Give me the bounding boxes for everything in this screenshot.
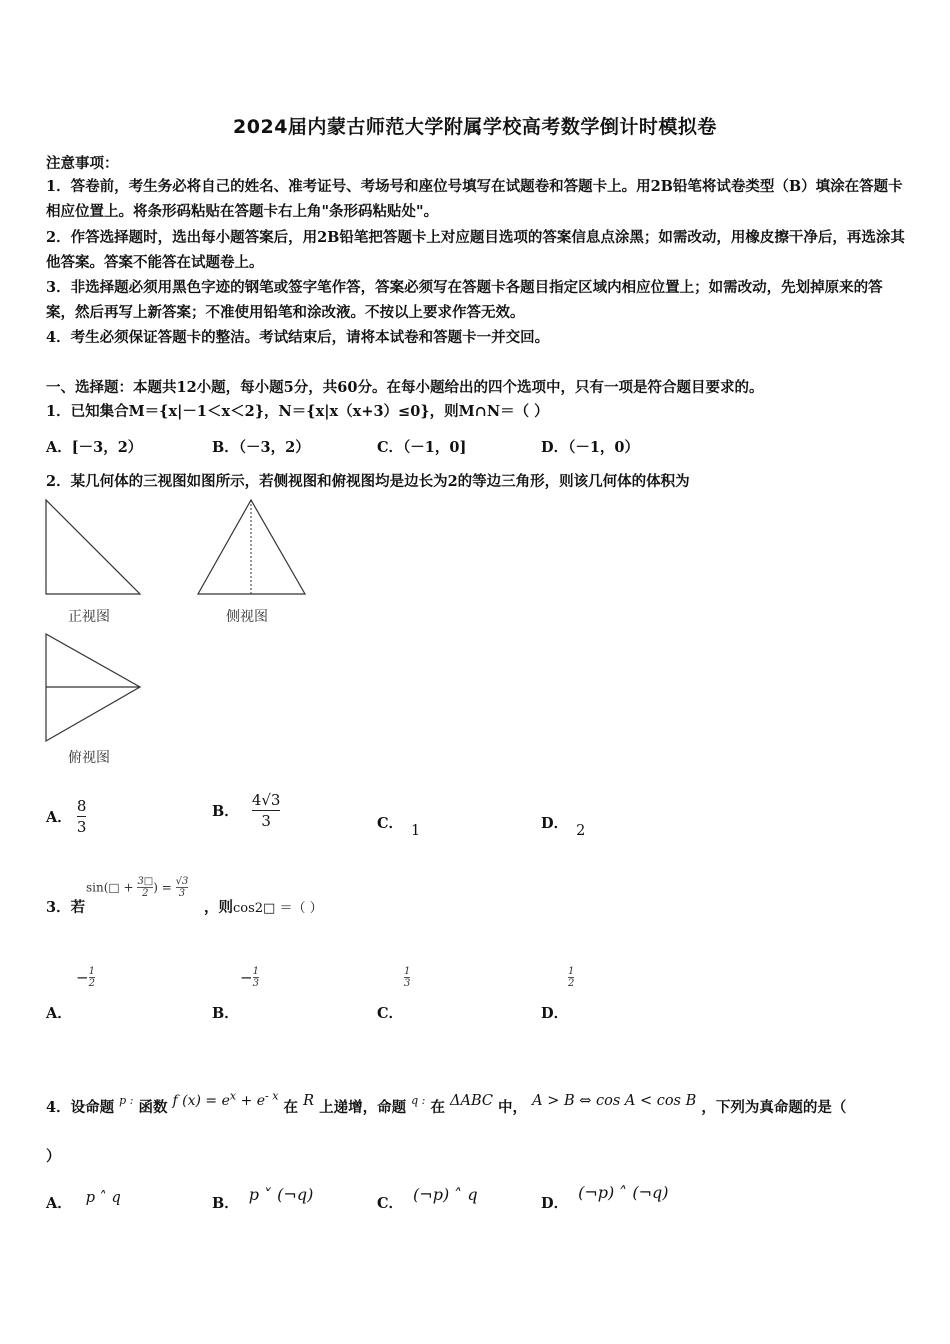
q3-option-b: B．: [212, 1005, 239, 1022]
q1-option-a: A．[－3，2）: [46, 439, 143, 456]
q2-option-b-fraction: $\frac{4√3}{3}$: [251, 791, 281, 830]
section-heading: 一、选择题：本题共12小题，每小题5分，共60分。在每小题给出的四个选项中，只有一项是符合题目要求的。: [46, 379, 764, 396]
side-view-figure: [196, 498, 308, 598]
question-3-mid: ，则cos2□ ＝（ ）: [204, 899, 323, 916]
q1-option-b: B．（－3，2）: [212, 439, 310, 456]
q3-option-c-value: $\frac{1}{3}$: [404, 966, 411, 989]
q1-option-d: D．（－1，0）: [541, 439, 640, 456]
question-4-close: ）: [46, 1148, 61, 1165]
q3-option-d: D．: [541, 1005, 569, 1022]
question-4-stem: 4．设命题 $^{p :}$ 函数 f $(x) = e^x + e^{- x}$ 在 R 上递增，命题 $^{q :}$ 在 ΔABC 中， A > B ⇔ cos A < cos B ，下列为真命题的是（: [46, 1089, 847, 1116]
page-title: 2024届内蒙古师范大学附属学校高考数学倒计时模拟卷: [233, 116, 717, 138]
notice-item-1: 1．答卷前，考生务必将自己的姓名、准考证号、考场号和座位号填写在试题卷和答题卡上。用2B铅笔将试卷类型（B）填涂在答题卡相应位置上。将条形码粘贴在答题卡右上角"条形码粘贴处"。: [46, 178, 903, 220]
q2-option-d: D． 2: [541, 815, 586, 839]
notice-item-3: 3．非选择题必须用黑色字迹的钢笔或签字笔作答，答案必须写在答题卡各题目指定区域内相应位置上；如需改动，先划掉原来的答案，然后再写上新答案；不准使用铅笔和涂改液。不按以上要求作答无效。: [46, 279, 883, 321]
q2-option-c: C． 1: [377, 815, 421, 839]
q2-option-a: A． $\frac{8}{3}$: [46, 797, 87, 836]
q4-option-d: D．(¬p) ˄ (¬q): [541, 1183, 669, 1212]
q3-option-d-value: $\frac{1}{2}$: [568, 966, 575, 989]
q1-option-c: C．（－1，0]: [377, 439, 467, 456]
question-3-prefix: 3．若: [46, 899, 86, 916]
top-view-caption: 俯视图: [68, 750, 110, 766]
notice-item-4: 4．考生必须保证答题卡的整洁。考试结束后，请将本试卷和答题卡一并交回。: [46, 329, 550, 346]
question-1-stem: 1．已知集合M＝{x|－1＜x＜2}，N＝{x|x（x+3）≤0}，则M∩N＝（ ）: [46, 403, 549, 420]
front-view-caption: 正视图: [68, 609, 110, 625]
q4-option-b: B． p ˅ (¬q): [212, 1185, 314, 1212]
q3-option-a: A．: [46, 1005, 72, 1022]
q3-option-b-value: − $\frac{1}{3}$: [240, 966, 259, 989]
q3-option-a-value: − $\frac{1}{2}$: [76, 966, 95, 989]
q4-option-c: C． (¬p) ˄ q: [377, 1185, 478, 1212]
question-3-condition: sin(□ + $\frac{3□}{2}$ ) = $\frac{√3}{3}$: [86, 876, 189, 899]
q2-option-a-fraction: $\frac{8}{3}$: [76, 797, 87, 836]
notice-heading: 注意事项：: [46, 155, 119, 172]
top-view-figure: [44, 632, 144, 744]
q3-option-c: C．: [377, 1005, 404, 1022]
q2-option-b: B． $\frac{4√3}{3}$: [212, 791, 281, 830]
q4-option-a: A． p ˄ q: [46, 1190, 121, 1212]
notice-item-2: 2．作答选择题时，选出每小题答案后，用2B铅笔把答题卡上对应题目选项的答案信息点涂黑；如需改动，用橡皮擦干净后，再选涂其他答案。答案不能答在试题卷上。: [46, 229, 905, 271]
question-2-stem: 2．某几何体的三视图如图所示，若侧视图和俯视图均是边长为2的等边三角形，则该几何体的体积为: [46, 473, 690, 490]
side-view-caption: 侧视图: [226, 609, 268, 625]
front-view-figure: [44, 498, 144, 598]
